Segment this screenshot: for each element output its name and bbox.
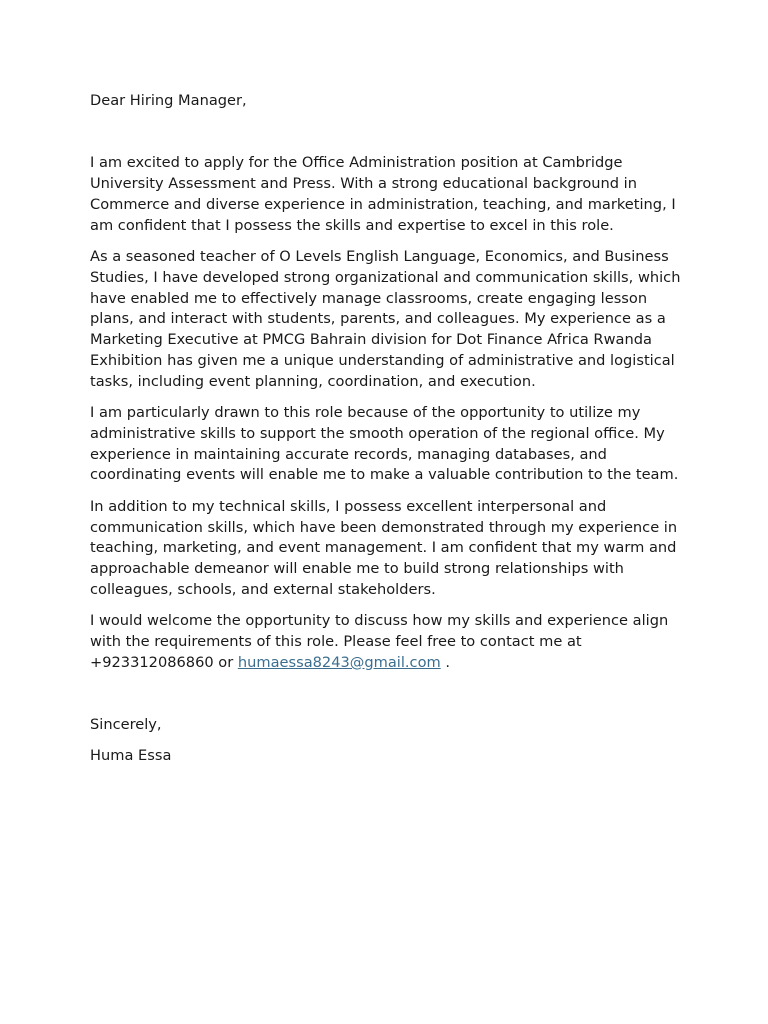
- paragraph-intro: I am excited to apply for the Office Administration position at Cambridge University Assessment and Press. With a strong educational background in Commerce and diverse experience in administration, teaching, and marketing, I am confident that I possess the skills and expertise to excel in this role.: [90, 154, 676, 234]
- paragraph-motivation: I am particularly drawn to this role because of the opportunity to utilize my administrative skills to support the smooth operation of the regional office. My experience in maintaining accurate records, managing databases, and coordinating events will enable me to make a valuable contribution to the team.: [90, 404, 679, 484]
- paragraph-interpersonal: In addition to my technical skills, I possess excellent interpersonal and communication skills, which have been demonstrated through my experience in teaching, marketing, and event management. I am confident that my warm and approachable demeanor will enable me to build strong relationships with colleagues, schools, and external stakeholders.: [90, 497, 678, 598]
- sign-off: Sincerely,: [90, 716, 162, 734]
- paragraph-experience: As a seasoned teacher of O Levels English Language, Economics, and Business Studies, I have developed strong organizational and communication skills, which have enabled me to effectively manage classrooms, create engaging lesson plans, and interact with students, parents, and colleagues. My experience as a Marketing Executive at PMCG Bahrain division for Dot Finance Africa Rwanda Exhibition has given me a unique understanding of administrative and logistical tasks, including event planning, coordination, and execution.: [90, 247, 681, 390]
- closing-text: I would welcome the opportunity to discuss how my skills and experience align with the requirements of this role. Please feel free to contact me at +923312086860 or: [90, 612, 669, 671]
- salutation: Dear Hiring Manager,: [90, 92, 247, 109]
- letter-body: [90, 91, 682, 778]
- email-link[interactable]: humaessa8243@gmail.com: [237, 653, 441, 671]
- closing-text-end: .: [440, 653, 450, 671]
- signature-name: Huma Essa: [90, 747, 172, 765]
- paragraph-closing: [90, 611, 682, 673]
